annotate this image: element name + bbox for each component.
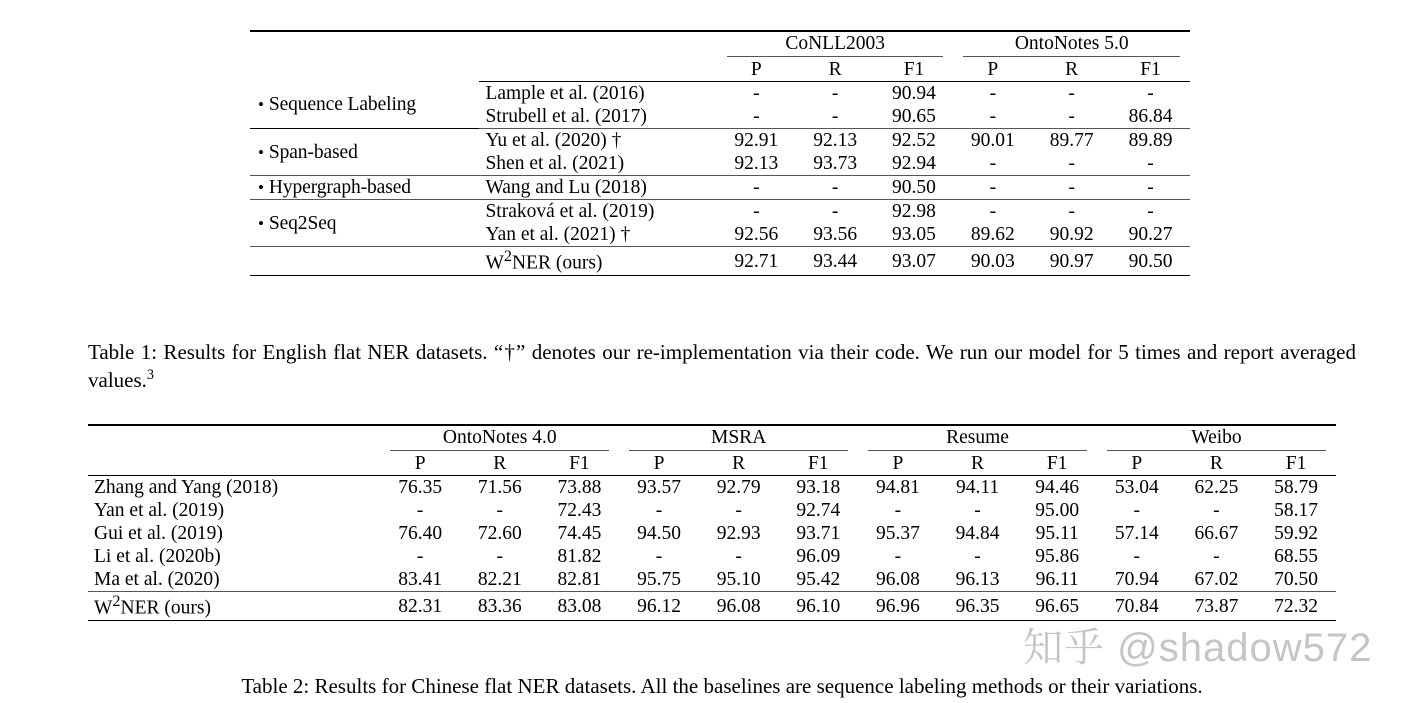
table-1-caption-text: Table 1: Results for English flat NER datasets. “†” denotes our re-implementation via their code. We run our model for 5 times and report averaged values. (88, 340, 1356, 393)
cell-value: 94.81 (858, 476, 938, 500)
cell-value: 93.05 (892, 224, 936, 246)
table-row (88, 476, 1336, 500)
cell-value: - (655, 500, 663, 522)
cell-value: 70.94 (1114, 569, 1159, 591)
table-row (250, 129, 1190, 153)
ours-row-spacer (250, 247, 479, 276)
cell-value: - (1068, 106, 1075, 128)
cell-value: 57.14 (1114, 523, 1159, 545)
table-2-dataset-header-row (88, 425, 1336, 452)
cell-value: - (831, 106, 839, 128)
method-name: Yan et al. (2021) † (485, 224, 631, 246)
metric-header-r-conll: R (828, 59, 842, 81)
cell-value: 92.79 (699, 476, 779, 500)
cell-value: - (1147, 153, 1154, 175)
cell-value: - (496, 546, 504, 568)
cell-value: 71.56 (460, 476, 540, 500)
cell-value: 59.92 (1274, 523, 1319, 545)
cell-value: - (796, 176, 875, 200)
empty-metric-cell-2 (479, 58, 716, 82)
cell-value: 90.27 (1128, 224, 1173, 246)
dataset-header-ontonotes5 (953, 31, 1190, 58)
cell-value: 94.11 (938, 476, 1018, 500)
cell-value: 96.11 (1035, 569, 1079, 591)
bottom-rule-cell (250, 275, 1190, 276)
cell-value: - (953, 200, 1032, 224)
cell-value: - (796, 200, 875, 224)
table-2 (88, 424, 1336, 621)
method-name: Lample et al. (2016) (479, 82, 716, 106)
cell-value: - (1068, 153, 1075, 175)
cell-value-ours: 70.84 (1097, 592, 1177, 621)
metric-header-r-weibo: R (1209, 453, 1223, 475)
table-row-ours (88, 592, 1336, 621)
table-1-caption (88, 338, 1356, 394)
cell-value: 90.50 (875, 176, 954, 200)
bottom-rule-cell (88, 620, 1336, 621)
cell-value: 62.25 (1177, 476, 1257, 500)
dataset-header-weibo (1097, 425, 1336, 452)
method-name: Yan et al. (2019) (94, 500, 225, 522)
cell-value: - (974, 500, 981, 522)
group-label-sequence-labeling: • Sequence Labeling (250, 82, 479, 129)
cell-value: 95.10 (716, 569, 761, 591)
cell-value: 96.08 (875, 569, 920, 591)
cell-value: 92.98 (875, 200, 954, 224)
cell-value: 94.46 (1017, 476, 1097, 500)
table-row (88, 545, 1336, 568)
cell-value: 89.62 (970, 224, 1015, 246)
cell-value-ours: 90.97 (1032, 247, 1111, 276)
cell-value-ours: 83.08 (540, 592, 620, 621)
cell-value-ours: 96.10 (778, 592, 858, 621)
cell-value: 76.40 (398, 523, 443, 545)
cell-value: 95.11 (1035, 523, 1079, 545)
watermark: 知乎 @shadow572 (1023, 626, 1373, 670)
cell-value: 95.86 (1035, 546, 1080, 568)
metric-header-f1-resume: F1 (1046, 453, 1068, 475)
cell-value: - (1111, 200, 1190, 224)
dataset-header-ontonotes4-label: OntoNotes 4.0 (390, 427, 609, 451)
cell-value: 90.01 (953, 129, 1032, 153)
bullet-icon: • (258, 213, 264, 233)
cell-value: 68.55 (1274, 546, 1319, 568)
table-1-metric-header-row (250, 58, 1190, 82)
method-name: Straková et al. (2019) (479, 200, 716, 224)
table-row (250, 82, 1190, 106)
group-label-span-based: • Span-based (250, 129, 479, 176)
table-2-bottom-rule (88, 620, 1336, 621)
metric-header-r-msra: R (732, 453, 746, 475)
cell-value: 90.92 (1049, 224, 1094, 246)
metric-header-r-ontonotes40: R (493, 453, 507, 475)
cell-value: - (1032, 176, 1111, 200)
table-2-caption (88, 672, 1356, 700)
table-2-empty-corner (88, 425, 380, 452)
cell-value-ours: 96.12 (619, 592, 699, 621)
cell-value: 92.94 (892, 153, 936, 175)
dataset-header-weibo-label: Weibo (1107, 427, 1326, 451)
table-row (88, 522, 1336, 545)
table-1-body (250, 82, 1190, 277)
cell-value: - (416, 546, 424, 568)
cell-value: 93.57 (619, 476, 699, 500)
cell-value-ours: 90.50 (1111, 247, 1190, 276)
cell-value: - (735, 500, 742, 522)
metric-header-r-resume: R (971, 453, 985, 475)
cell-value: - (717, 82, 796, 106)
cell-value: 82.21 (477, 569, 522, 591)
cell-value: 96.13 (955, 569, 1000, 591)
cell-value-ours: 93.07 (875, 247, 954, 276)
cell-value: 86.84 (1128, 106, 1173, 128)
method-name: Li et al. (2020b) (94, 546, 221, 568)
cell-value: 90.94 (875, 82, 954, 106)
dataset-header-conll2003-label: CoNLL2003 (727, 33, 943, 57)
dataset-header-msra-label: MSRA (629, 427, 848, 451)
table-1-bottom-rule (250, 275, 1190, 276)
method-name: Shen et al. (2021) (485, 153, 625, 175)
cell-value: - (1111, 82, 1190, 106)
cell-value: 70.50 (1274, 569, 1319, 591)
dataset-header-conll2003 (717, 31, 953, 58)
cell-value: 93.73 (813, 153, 858, 175)
method-name: Gui et al. (2019) (94, 523, 223, 545)
empty-corner-cell (250, 31, 479, 58)
cell-value: - (655, 546, 663, 568)
cell-value: 81.82 (557, 546, 602, 568)
metric-header-f1-ontonotes40: F1 (569, 453, 590, 475)
table-2-container (88, 424, 1336, 621)
cell-value: 89.77 (1032, 129, 1111, 153)
cell-value-ours: 82.31 (380, 592, 460, 621)
metric-header-p-msra: P (653, 453, 665, 475)
table-row (88, 499, 1336, 522)
method-name-ours: $W^2NER$ (ours) (479, 247, 716, 276)
group-label-seq2seq: • Seq2Seq (250, 200, 479, 247)
cell-value: 74.45 (557, 523, 602, 545)
cell-value-ours: 72.32 (1256, 592, 1336, 621)
cell-value: - (735, 546, 742, 568)
method-name: Yu et al. (2020) † (479, 129, 716, 153)
cell-value-ours: 96.65 (1017, 592, 1097, 621)
bullet-icon: • (258, 142, 264, 162)
cell-value-ours: 73.87 (1177, 592, 1257, 621)
cell-value: 90.65 (892, 106, 936, 128)
method-name: Ma et al. (2020) (94, 569, 220, 591)
method-name-ours: $W^2NER$ (ours) (88, 592, 380, 621)
method-name: Wang and Lu (2018) (479, 176, 716, 200)
metric-header-f1-onto: F1 (1140, 59, 1161, 81)
cell-value: 93.71 (796, 523, 841, 545)
table-row (250, 200, 1190, 224)
cell-value: - (974, 546, 981, 568)
cell-value-ours: 92.71 (717, 247, 796, 276)
superscript-two: 2 (503, 247, 512, 266)
cell-value: 76.35 (380, 476, 460, 500)
cell-value: - (1133, 546, 1141, 568)
cell-value: - (1032, 200, 1111, 224)
cell-value: 58.17 (1274, 500, 1319, 522)
cell-value: - (989, 153, 997, 175)
metric-header-p-resume: P (892, 453, 904, 475)
cell-value: 95.42 (796, 569, 841, 591)
dataset-header-msra (619, 425, 858, 452)
cell-value: 67.02 (1194, 569, 1239, 591)
cell-value: 95.37 (875, 523, 920, 545)
cell-value: - (953, 82, 1032, 106)
superscript-two: 2 (112, 592, 121, 611)
cell-value: 92.93 (716, 523, 761, 545)
cell-value: - (753, 106, 760, 128)
method-name: Strubell et al. (2017) (485, 106, 647, 128)
cell-value: 92.13 (734, 153, 779, 175)
cell-value: - (989, 106, 997, 128)
group-label-hypergraph-based: • Hypergraph-based (250, 176, 479, 200)
cell-value: 92.56 (734, 224, 779, 246)
cell-value: 73.88 (540, 476, 620, 500)
cell-value: 82.81 (557, 569, 602, 591)
cell-value: 72.43 (557, 500, 602, 522)
table-2-head (88, 425, 1336, 476)
metric-header-f1-weibo: F1 (1285, 453, 1307, 475)
cell-value-ours: 96.96 (858, 592, 938, 621)
cell-value: 95.00 (1035, 500, 1080, 522)
metric-header-p-ontonotes40: P (414, 453, 426, 475)
cell-value: - (1133, 500, 1141, 522)
cell-value: 95.75 (637, 569, 681, 591)
cell-value: 94.84 (955, 523, 1000, 545)
dataset-header-resume-label: Resume (868, 427, 1087, 451)
cell-value: 53.04 (1097, 476, 1177, 500)
table-row (88, 568, 1336, 592)
table-1-dataset-header-row (250, 31, 1190, 58)
table-1-caption-footnote: 3 (146, 367, 155, 384)
cell-value: 83.41 (398, 569, 443, 591)
cell-value: 94.50 (637, 523, 681, 545)
dataset-header-ontonotes5-label: OntoNotes 5.0 (963, 33, 1180, 57)
dataset-header-resume (858, 425, 1097, 452)
cell-value: 93.18 (778, 476, 858, 500)
cell-value: - (894, 546, 902, 568)
cell-value: - (894, 500, 902, 522)
cell-value-ours: 96.35 (938, 592, 1018, 621)
table-1 (250, 30, 1190, 276)
metric-header-p-conll: P (750, 59, 762, 81)
metric-header-p-onto: P (987, 59, 999, 81)
empty-corner-cell-2 (479, 31, 716, 58)
table-1-container (250, 30, 1190, 276)
cell-value: 89.89 (1111, 129, 1190, 153)
metric-header-f1-msra: F1 (807, 453, 829, 475)
table-2-metric-header-row (88, 452, 1336, 476)
table-row (250, 176, 1190, 200)
cell-value-ours: 83.36 (460, 592, 540, 621)
cell-value: - (796, 82, 875, 106)
metric-header-r-onto: R (1065, 59, 1079, 81)
cell-value: 66.67 (1194, 523, 1239, 545)
cell-value: - (1032, 82, 1111, 106)
cell-value-ours: 96.08 (699, 592, 779, 621)
cell-value: 58.79 (1256, 476, 1336, 500)
cell-value: - (1213, 546, 1220, 568)
table-2-body (88, 476, 1336, 622)
cell-value: - (953, 176, 1032, 200)
cell-value: 92.91 (717, 129, 796, 153)
table-1-head (250, 31, 1190, 82)
cell-value: - (717, 200, 796, 224)
cell-value: - (717, 176, 796, 200)
cell-value: 96.09 (796, 546, 841, 568)
cell-value: - (1111, 176, 1190, 200)
cell-value: - (416, 500, 424, 522)
metric-header-f1-conll: F1 (903, 59, 925, 81)
cell-value-ours: 90.03 (953, 247, 1032, 276)
table-2-empty-metric-cell (88, 452, 380, 476)
dataset-header-ontonotes4 (380, 425, 619, 452)
cell-value: 93.56 (813, 224, 858, 246)
table-2-caption-text: Table 2: Results for Chinese flat NER datasets. All the baselines are sequence labeling methods or their variations. (241, 674, 1203, 698)
cell-value: 92.52 (875, 129, 954, 153)
cell-value: 92.74 (796, 500, 841, 522)
cell-value: - (1213, 500, 1220, 522)
cell-value: 72.60 (477, 523, 522, 545)
metric-header-p-weibo: P (1131, 453, 1143, 475)
empty-metric-cell (250, 58, 479, 82)
cell-value-ours: 93.44 (796, 247, 875, 276)
table-row-ours (250, 247, 1190, 276)
bullet-icon: • (258, 95, 264, 115)
method-name: Zhang and Yang (2018) (88, 476, 380, 500)
cell-value: - (496, 500, 504, 522)
cell-value: 92.13 (796, 129, 875, 153)
bullet-icon: • (258, 178, 264, 198)
